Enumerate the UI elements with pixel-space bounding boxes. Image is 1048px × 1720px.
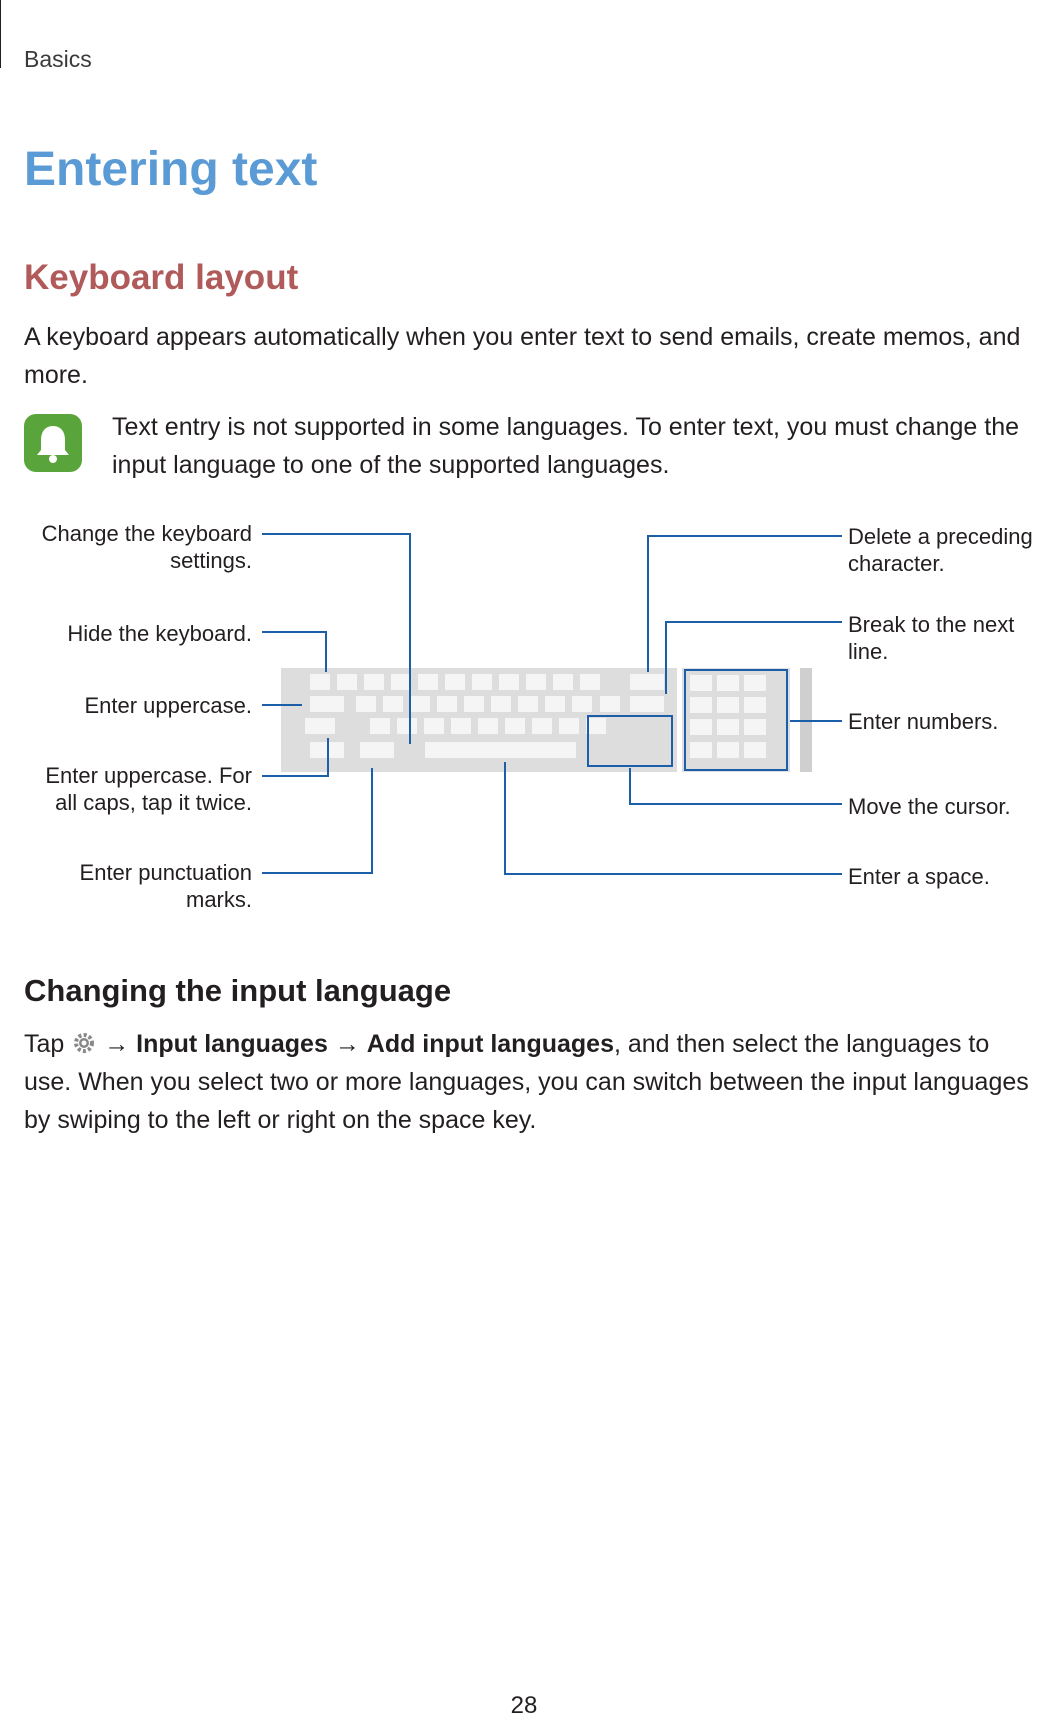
- instructions-rest: , and then select the languages to use. When you select two or more languages, you can switch between the input languages by swiping to the left or right on the space key.: [24, 1030, 1029, 1134]
- callout-hide-keyboard: Hide the keyboard.: [67, 621, 252, 646]
- callout-enter-numbers: Enter numbers.: [848, 709, 999, 734]
- callout-delete-char: Delete a preceding character.: [848, 524, 1033, 576]
- tap-text: Tap: [24, 1030, 65, 1058]
- margin-rule: [0, 0, 1, 68]
- callout-enter-punctuation: Enter punctuation marks.: [79, 860, 252, 912]
- subsection-title: Keyboard layout: [24, 258, 299, 297]
- menu-input-languages: Input languages: [136, 1030, 328, 1058]
- arrow-glyph: →: [104, 1030, 130, 1058]
- bell-icon: [24, 414, 82, 472]
- page-number: 28: [510, 1692, 538, 1719]
- menu-add-input-languages: Add input languages: [366, 1030, 614, 1058]
- callout-enter-uppercase-caps: Enter uppercase. For all caps, tap it twice.: [45, 763, 252, 815]
- callout-break-line: Break to the next line.: [848, 612, 1015, 664]
- callout-enter-space: Enter a space.: [848, 864, 990, 889]
- note-text: Text entry is not supported in some languages. To enter text, you must change the input language to one of the supported languages.: [112, 413, 1020, 479]
- section-heading: Changing the input language: [24, 973, 452, 1008]
- arrow-glyph: →: [334, 1030, 360, 1058]
- language-instructions: [24, 1025, 1034, 1139]
- callout-enter-uppercase: Enter uppercase.: [84, 693, 252, 718]
- callout-change-settings: Change the keyboard settings.: [41, 521, 252, 573]
- gear-icon: [71, 1029, 97, 1055]
- callout-move-cursor: Move the cursor.: [848, 794, 1011, 819]
- page-title: Entering text: [24, 143, 318, 196]
- intro-paragraph: A keyboard appears automatically when you enter text to send emails, create memos, and more.: [24, 323, 1021, 389]
- section-header: Basics: [24, 46, 92, 72]
